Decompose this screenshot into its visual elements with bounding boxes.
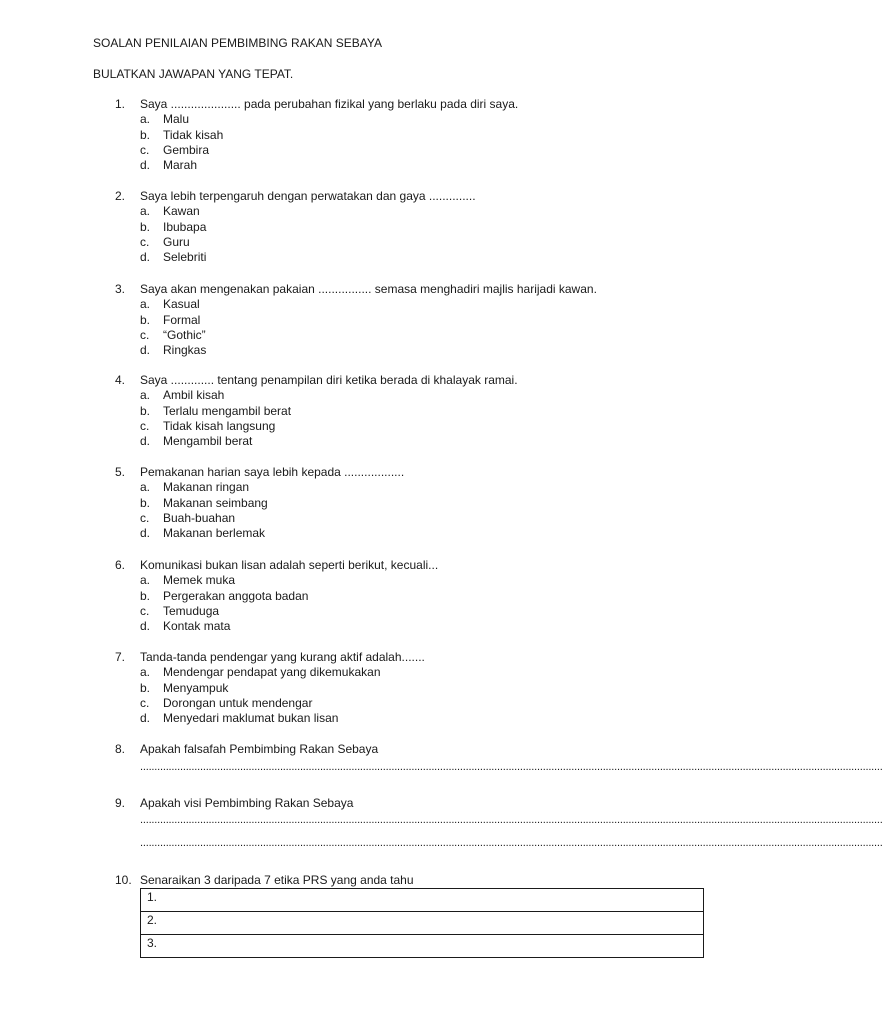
question-3-number: 3. [115, 282, 126, 296]
option-letter: c. [140, 142, 150, 157]
answer-line-q9-2[interactable]: .................................................................................................................................................................................................................................................................... [140, 837, 883, 849]
option-text: Malu [163, 112, 190, 127]
option-text: Makanan berlemak [163, 526, 266, 541]
option-text: Makanan ringan [163, 480, 250, 495]
option-text: Dorongan untuk mendengar [163, 695, 313, 710]
answer-row-2[interactable]: 2. [141, 912, 704, 935]
option-text: Ringkas [163, 343, 207, 358]
question-10-number: 10. [115, 873, 132, 887]
option-letter: d. [140, 619, 151, 634]
option-letter: b. [140, 312, 151, 327]
question-1-text: Saya ..................... pada perubahan fizikal yang berlaku pada diri saya. [140, 97, 519, 111]
question-5-text: Pemakanan harian saya lebih kepada .................. [140, 465, 405, 479]
page-title: SOALAN PENILAIAN PEMBIMBING RAKAN SEBAYA [93, 36, 382, 50]
question-1-number: 1. [115, 97, 126, 111]
option-text: Mendengar pendapat yang dikemukakan [163, 665, 381, 680]
option-letter: a. [140, 388, 151, 403]
option-text: Buah-buahan [163, 510, 236, 525]
option-letter: b. [140, 219, 151, 234]
option-letter: b. [140, 127, 151, 142]
question-5-number: 5. [115, 465, 126, 479]
option-letter: c. [140, 695, 150, 710]
question-7-text: Tanda-tanda pendengar yang kurang aktif adalah....... [140, 650, 425, 664]
option-letter: d. [140, 158, 151, 173]
option-letter: c. [140, 327, 150, 342]
option-letter: d. [140, 343, 151, 358]
option-text: Makanan seimbang [163, 495, 268, 510]
option-letter: b. [140, 495, 151, 510]
question-9-text: Apakah visi Pembimbing Rakan Sebaya [140, 796, 354, 810]
option-letter: c. [140, 234, 150, 249]
option-letter: d. [140, 250, 151, 265]
answer-row-3[interactable]: 3. [141, 935, 704, 958]
option-text: Pergerakan anggota badan [163, 588, 309, 603]
option-text: Kasual [163, 297, 200, 312]
option-text: Gembira [163, 142, 210, 157]
etika-answer-table [140, 888, 704, 958]
question-6-text: Komunikasi bukan lisan adalah seperti berikut, kecuali... [140, 558, 439, 572]
question-2-text: Saya lebih terpengaruh dengan perwatakan dan gaya .............. [140, 189, 476, 203]
option-text: Tidak kisah [163, 127, 224, 142]
option-letter: c. [140, 603, 150, 618]
question-10-text: Senaraikan 3 daripada 7 etika PRS yang anda tahu [140, 873, 414, 887]
question-2-number: 2. [115, 189, 126, 203]
option-text: Menyedari maklumat bukan lisan [163, 711, 339, 726]
option-letter: b. [140, 588, 151, 603]
option-text: Menyampuk [163, 680, 229, 695]
answer-line-q8[interactable]: .................................................................................................................................................................................................................................................................... [140, 761, 883, 773]
option-text: Marah [163, 158, 198, 173]
question-4-text: Saya ............. tentang penampilan diri ketika berada di khalayak ramai. [140, 373, 518, 387]
option-text: Kontak mata [163, 619, 231, 634]
option-letter: a. [140, 204, 151, 219]
option-text: Temuduga [163, 603, 220, 618]
option-text: Tidak kisah langsung [163, 418, 276, 433]
option-letter: c. [140, 510, 150, 525]
question-8-text: Apakah falsafah Pembimbing Rakan Sebaya [140, 742, 379, 756]
option-text: Selebriti [163, 250, 207, 265]
question-3-text: Saya akan mengenakan pakaian ................ semasa menghadiri majlis harijadi kawan. [140, 282, 597, 296]
option-letter: c. [140, 418, 150, 433]
option-letter: d. [140, 711, 151, 726]
option-text: “Gothic” [163, 327, 206, 342]
option-text: Formal [163, 312, 201, 327]
option-text: Ambil kisah [163, 388, 225, 403]
option-letter: a. [140, 665, 151, 680]
option-text: Kawan [163, 204, 200, 219]
instruction: BULATKAN JAWAPAN YANG TEPAT. [93, 67, 294, 81]
question-4-number: 4. [115, 373, 126, 387]
option-letter: b. [140, 680, 151, 695]
option-text: Terlalu mengambil berat [163, 403, 292, 418]
answer-row-1[interactable]: 1. [141, 889, 704, 912]
question-7-number: 7. [115, 650, 126, 664]
option-text: Mengambil berat [163, 434, 253, 449]
option-letter: b. [140, 403, 151, 418]
option-letter: a. [140, 297, 151, 312]
question-6-number: 6. [115, 558, 126, 572]
answer-line-q9-1[interactable]: .................................................................................................................................................................................................................................................................... [140, 814, 883, 826]
option-letter: d. [140, 434, 151, 449]
option-letter: a. [140, 573, 151, 588]
option-text: Ibubapa [163, 219, 207, 234]
question-9-number: 9. [115, 796, 126, 810]
option-text: Memek muka [163, 573, 236, 588]
question-8-number: 8. [115, 742, 126, 756]
option-letter: a. [140, 112, 151, 127]
option-text: Guru [163, 234, 190, 249]
option-letter: a. [140, 480, 151, 495]
option-letter: d. [140, 526, 151, 541]
